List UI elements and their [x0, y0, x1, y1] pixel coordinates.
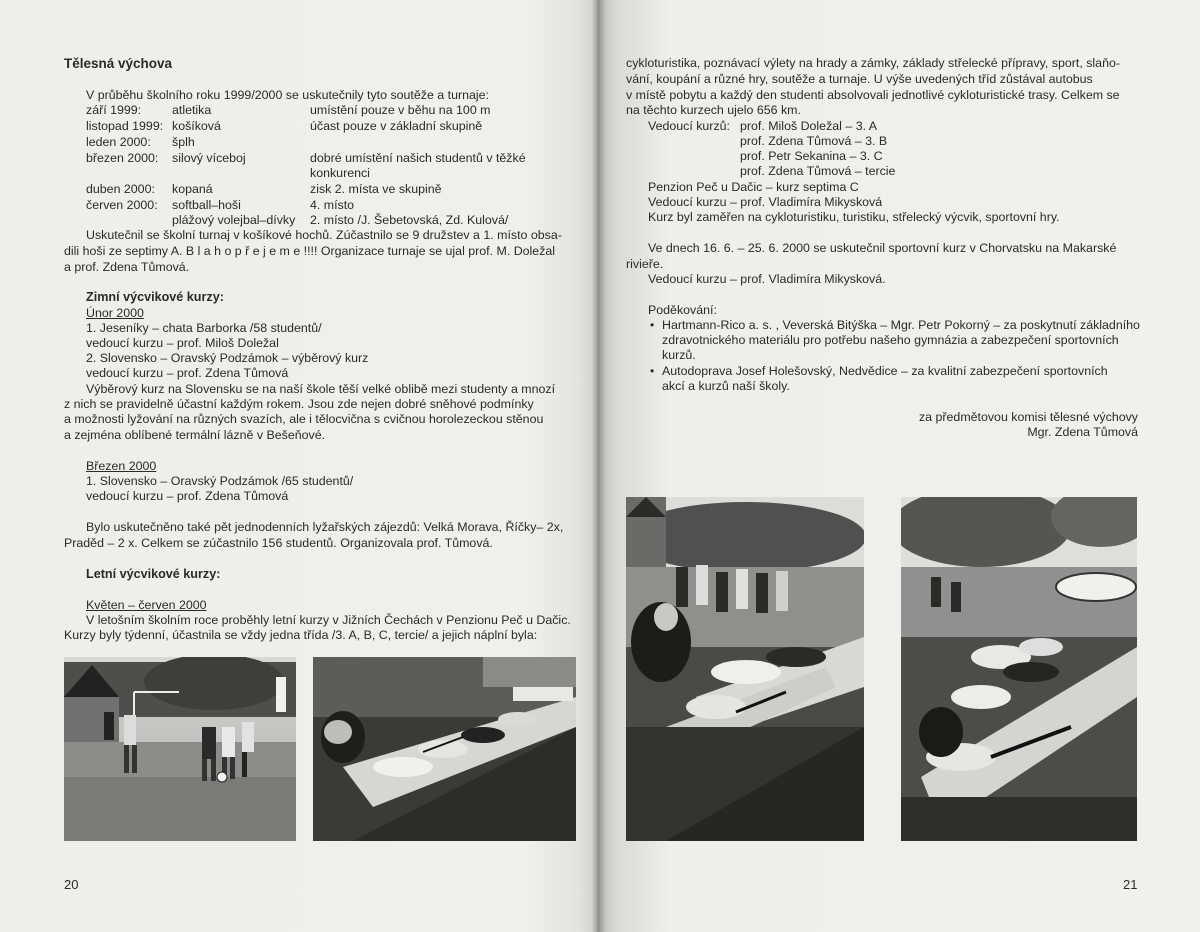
thanks-line: kurzů. [662, 348, 696, 362]
thanks-line: Autodoprava Josef Holešovský, Nedvědice – za kvalitní zabezpečení sportovních [662, 364, 1108, 378]
basket-para-line: dili hoši ze septimy A. B l a h o p ř e j e m e !!!! Organizace turnaje se ujal prof. M. Doležal [64, 244, 556, 258]
trips-para-line: Bylo uskutečněno také pět jednodenních lyžařských zájezdů: Velká Morava, Říčky– 2x, [86, 520, 564, 534]
signature-line: za předmětovou komisi tělesné výchovy [918, 410, 1138, 424]
leader-item: prof. Zdena Tůmová – 3. B [740, 134, 888, 148]
croatia-line: Ve dnech 16. 6. – 25. 6. 2000 se uskutečnil sportovní kurz v Chorvatsku na Makarské [648, 241, 1117, 255]
page-number: 21 [1123, 877, 1138, 892]
leader-item: prof. Zdena Tůmová – tercie [740, 164, 896, 178]
comp-result: konkurenci [310, 166, 370, 180]
trips-para-line: Praděd – 2 x. Celkem se zúčastnilo 156 studentů. Organizovala prof. Tůmová. [64, 536, 493, 550]
bullet-icon: • [650, 364, 655, 378]
continuation-line: v místě pobytu a každý den studenti absolvovali jednotlivé cykloturistické trasy. Celkem se [626, 88, 1120, 102]
shooting-photo-3 [901, 497, 1137, 841]
continuation-line: cykloturistika, poznávací výlety na hrady a zámky, základy střelecké přípravy, sport, slaňo- [626, 56, 1120, 70]
leader-item: prof. Petr Sekanina – 3. C [740, 149, 883, 163]
unor-label: Únor 2000 [86, 306, 144, 320]
page-heading: Tělesná výchova [64, 56, 173, 71]
kveten-label: Květen – červen 2000 [86, 598, 207, 612]
comp-sport: šplh [172, 135, 195, 149]
basket-para-line: Uskutečnil se školní turnaj v košíkové hochů. Zúčastnilo se 9 družstev a 1. místo obsa- [86, 228, 562, 242]
comp-sport: košíková [172, 119, 221, 133]
thanks-line: Hartmann-Rico a. s. , Veverská Bitýška – Mgr. Petr Pokorný – za poskytnutí základního [662, 318, 1140, 332]
brezen-label: Březen 2000 [86, 459, 157, 473]
slovakia-para-line: a zejména oblíbené termální lázně v Bešeňové. [64, 428, 326, 442]
thanks-label: Poděkování: [648, 303, 717, 317]
comp-date: září 1999: [86, 103, 142, 117]
croatia-line: Vedoucí kurzu – prof. Vladimíra Mikysková. [648, 272, 886, 286]
brezen-item: vedoucí kurzu – prof. Zdena Tůmová [86, 489, 289, 503]
comp-sport: softball–hoši [172, 198, 241, 212]
unor-item: vedoucí kurzu – prof. Zdena Tůmová [86, 366, 289, 380]
comp-result: 2. místo /J. Šebetovská, Zd. Kulová/ [310, 213, 509, 227]
comp-result: účast pouze v základní skupině [310, 119, 483, 133]
football-photo [64, 657, 296, 841]
pec-course-line: Vedoucí kurzu – prof. Vladimíra Mikysková [648, 195, 883, 209]
comp-sport: silový víceboj [172, 151, 246, 165]
page-number: 20 [64, 877, 79, 892]
unor-item: 2. Slovensko – Oravský Podzámok – výběrový kurz [86, 351, 369, 365]
summer-heading: Letní výcvikové kurzy: [86, 567, 221, 581]
pec-course-line: Kurz byl zaměřen na cykloturistiku, turistiku, střelecký výcvik, sportovní hry. [648, 210, 1060, 224]
continuation-line: vání, koupání a různé hry, soutěže a turnaje. U výše uvedených tříd zůstával autobus [626, 72, 1093, 86]
comp-date: červen 2000: [86, 198, 158, 212]
shooting-photo-1 [313, 657, 576, 841]
winter-heading: Zimní výcvikové kurzy: [86, 290, 224, 304]
comp-date: leden 2000: [86, 135, 151, 149]
leaders-label: Vedoucí kurzů: [648, 119, 730, 133]
thanks-line: zdravotnického materiálu pro potřebu našeho gymnázia a zabezpečení sportovních [662, 333, 1119, 347]
comp-date: listopad 1999: [86, 119, 164, 133]
summer-para-line: V letošním školním roce proběhly letní kurzy v Jižních Čechách v Penzionu Peč u Dačic. [86, 613, 571, 627]
comp-result: umístění pouze v běhu na 100 m [310, 103, 491, 117]
leader-item: prof. Miloš Doležal – 3. A [740, 119, 878, 133]
continuation-line: na těchto kurzech ujelo 656 km. [626, 103, 801, 117]
unor-item: 1. Jeseníky – chata Barborka /58 studentů/ [86, 321, 322, 335]
brezen-item: 1. Slovensko – Oravský Podzámok /65 studentů/ [86, 474, 354, 488]
comp-result: zisk 2. místa ve skupině [310, 182, 442, 196]
intro-text: V průběhu školního roku 1999/2000 se uskutečnily tyto soutěže a turnaje: [86, 88, 489, 102]
comp-date: březen 2000: [86, 151, 159, 165]
pec-course-line: Penzion Peč u Dačic – kurz septima C [648, 180, 859, 194]
signature-line: Mgr. Zdena Tůmová [1027, 425, 1138, 439]
book-gutter [592, 0, 606, 932]
slovakia-para-line: Výběrový kurz na Slovensku se na naší škole těší velké oblibě mezi studenty a mnozí [86, 382, 556, 396]
slovakia-para-line: z nich se pravidelně účastní každým rokem. Jsou zde nejen dobré sněhové podmínky [64, 397, 534, 411]
left-page [0, 0, 598, 932]
thanks-line: akcí a kurzů naší školy. [662, 379, 790, 393]
comp-sport: plážový volejbal–dívky [172, 213, 296, 227]
croatia-line: rivieře. [626, 257, 664, 271]
unor-item: vedoucí kurzu – prof. Miloš Doležal [86, 336, 279, 350]
shooting-photo-2 [626, 497, 864, 841]
comp-date: duben 2000: [86, 182, 155, 196]
comp-sport: kopaná [172, 182, 213, 196]
slovakia-para-line: a možnosti lyžování na různých svazích, ale i tělocvična s cvičnou horolezeckou stěnou [64, 412, 544, 426]
basket-para-line: a prof. Zdena Tůmová. [64, 260, 190, 274]
comp-result: 4. místo [310, 198, 355, 212]
bullet-icon: • [650, 318, 655, 332]
summer-para-line: Kurzy byly týdenní, účastnila se vždy jedna třída /3. A, B, C, tercie/ a jejich náplní byla: [64, 628, 538, 642]
right-page [598, 0, 1200, 932]
comp-sport: atletika [172, 103, 212, 117]
comp-result: dobré umístění našich studentů v těžké [310, 151, 526, 165]
